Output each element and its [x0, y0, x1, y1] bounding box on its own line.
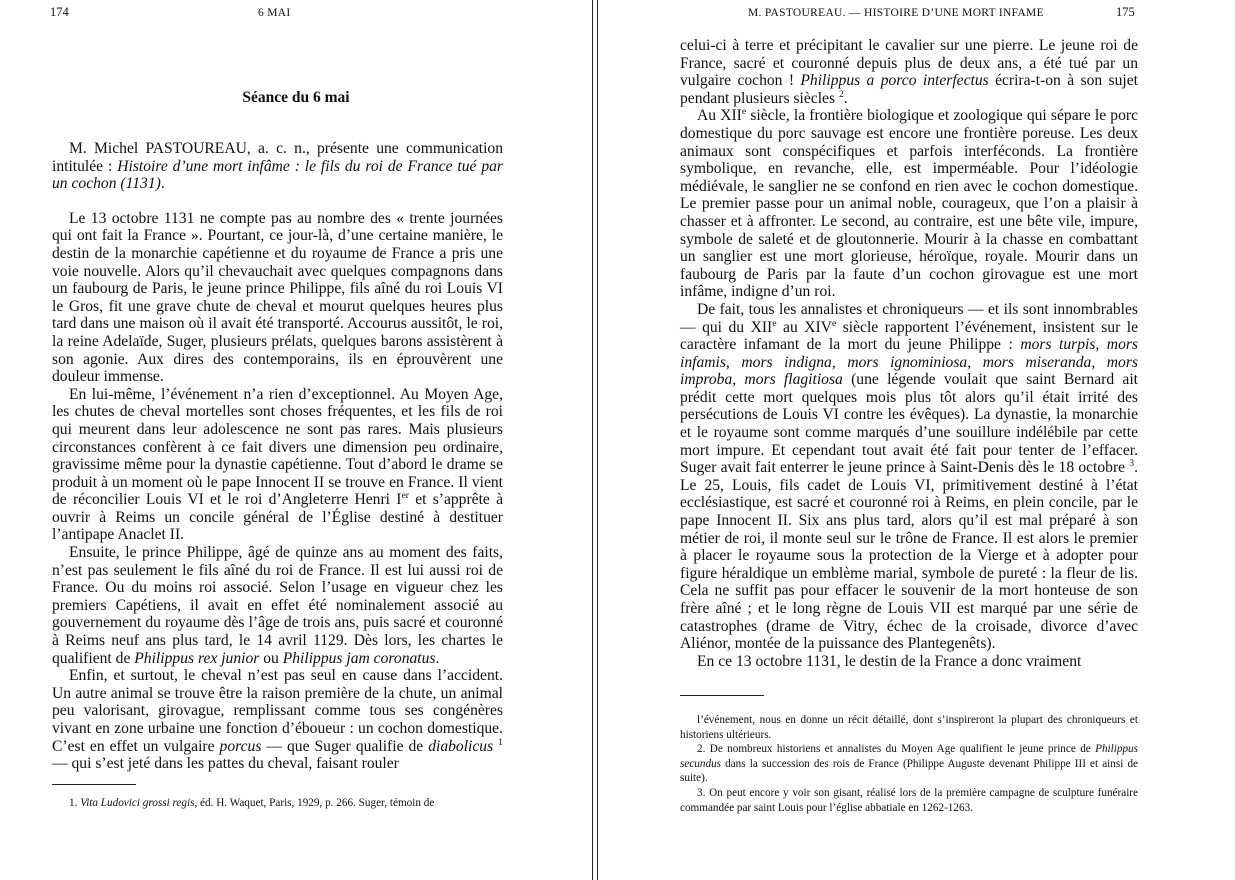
left-page: [0, 0, 592, 880]
paragraph: Le 13 octobre 1131 ne compte pas au nombre des « trente journées qui ont fait la France ». Pourtant, ce jour-là, d’une certaine manière, le destin de la monarchie capétienne et du royaume de France a pris une voie nouvelle. Alors qu’il chevauchait avec quelques compagnons dans un faubourg de Paris, le jeune prince Philippe, fils aîné du roi Louis VI le Gros, fit une grave chute de cheval et mourut quelques heures plus tard dans une maison où il avait été transporté. Accourus aussitôt, le roi, la reine Adelaïde, Suger, plusieurs prélats, quelques barons assistèrent à son agonie. Aux dires des contemporains, ils en éprouvèrent une douleur immense.: [52, 209, 503, 386]
page-gutter-line: [592, 0, 593, 880]
paragraph: De fait, tous les annalistes et chroniqueurs — et ils sont innombrables — qui du XIIe au XIVe siècle rapportent l’événement, insistent sur le caractère infamant de la mort du jeune Philippe : mors turpis, mors infamis, mors indigna, mors ignominiosa, mors miseranda, mors improba, mors flagitiosa (une légende voulait que saint Bernard ait prédit cette mort quelques mois plus tôt alors qu’il était irrité des persécutions de Louis VI contre les évêques). La dynastie, la monarchie et le royaume sont comme marqués d’une souillure indélébile par cette mort impure. Et cependant tout avait été fait pour tenter de l’effacer. Suger avait fait enterrer le jeune prince à Saint-Denis dès le 18 octobre $^3$. Le 25, Louis, fils cadet de Louis VI, primitivement destiné à l’état ecclésiastique, est sacré et couronné roi à Reims, en plein concile, par le pape Innocent II. Six ans plus tard, alors qu’il est mal préparé à son métier de roi, il monte seul sur le trône de France. Il est alors le premier à placer le royaume sous la protection de la Vierge et à adopter pour figure héraldique un emblème marial, symbole de pureté : la fleur de lis. Cela ne suffit pas pour effacer le souvenir de la mort honteuse de son frère aîné ; et le long règne de Louis VII est marqué par une série de catastrophes (drame de Vitry, échec de la croisade, divorce d’avec Aliénor, montée de la puissance des Plantegenêts).: [680, 300, 1139, 653]
paragraph: En ce 13 octobre 1131, le destin de la France a donc vraiment: [697, 652, 1082, 670]
footnote: 3. On peut encore y voir son gisant, réalisé lors de la première campagne de sculpture funéraire commandée par saint Louis pour l’église abbatiale en 1262-1263.: [680, 786, 1138, 814]
body-text: [52, 140, 503, 773]
paragraph: Au XIIe siècle, la frontière biologique et zoologique qui sépare le porc domestique du porc sauvage est encore une frontière poreuse. Les deux animaux sont conspécifiques et parfois interféconds. La frontière symbolique, en revanche, elle, est imperméable. Pour l’idéologie médiévale, le sanglier ne se confond en rien avec le cochon domestique. Le premier passe pour un animal noble, courageux, que l’on a plaisir à chasser et à affronter. Le second, au contraire, est une bête vile, impure, symbole de saleté et de gloutonnerie. Mourir à la chasse en combattant un sanglier est une mort glorieuse, héroïque, royale. Mourir dans un faubourg de Paris par la faute d’un cochon girovague est une mort infâme, indigne d’un roi.: [680, 106, 1138, 301]
footnote-separator: [680, 695, 764, 696]
paragraph: Ensuite, le prince Philippe, âgé de quinze ans au moment des faits, n’est pas seulement le fils aîné du roi de France. Il est lui aussi roi de France. Ou du moins roi associé. Selon l’usage en vigueur chez les premiers Capétiens, il avait en effet été nominalement associé au gouvernement du royaume dès l’âge de trois ans, puis sacré et couronné à Reims neuf ans plus tard, le 14 avril 1129. Dès lors, les chartes le qualifient de Philippus rex junior ou Philippus jam coronatus.: [52, 544, 503, 667]
footnotes: [680, 713, 1138, 815]
footnote: l’événement, nous en donne un récit détaillé, dont s’inspireront la plupart des chroniqueurs et historiens ultérieurs.: [680, 714, 1138, 741]
section-title: Séance du 6 mai: [242, 89, 350, 106]
paragraph: En lui-même, l’événement n’a rien d’exceptionnel. Au Moyen Age, les chutes de cheval mortelles sont choses fréquentes, et les fils de roi qui meurent dans leur adolescence ne sont pas rares. Mais plusieurs circonstances confèrent à ce fait divers une dimension peu ordinaire, gravissime même pour la dynastie capétienne. Tout d’abord le drame se produit à un moment où le pape Innocent II se trouve en France. Il vient de réconcilier Louis VI et le roi d’Angleterre Henri Ier et s’apprête à ouvrir à Reims un concile général de l’Église destiné à destituer l’antipape Anaclet II.: [52, 385, 503, 544]
footnote-separator: [52, 784, 136, 785]
page-number: 174: [50, 5, 69, 19]
footnote: 2. De nombreux historiens et annalistes du Moyen Age qualifient le jeune prince de Philippus secundus dans la succession des rois de France (Philippe Auguste devenant Philippe III et ainsi de suite).: [680, 743, 1138, 785]
body-text: [680, 37, 1138, 670]
running-head: 6 MAI: [258, 7, 291, 19]
paragraph: celui-ci à terre et précipitant le cavalier sur une pierre. Le jeune roi de France, sacré et couronné depuis plus de deux ans, a été tué par un vulgaire cochon ! Philippus a porco interfectus écrira-t-on à son sujet pendant plusieurs siècles $^2$.: [680, 37, 1138, 107]
footnotes: [52, 796, 503, 811]
page-number: 175: [1116, 5, 1135, 19]
footnote: 1. Vita Ludovici grossi regis, éd. H. Waquet, Paris, 1929, p. 266. Suger, témoin de: [69, 797, 435, 809]
running-head: M. PASTOUREAU. — HISTOIRE D’UNE MORT INFAME: [748, 7, 1044, 19]
paragraph: M. Michel PASTOUREAU, a. c. n., présente une communication intitulée : Histoire d’une mort infâme : le fils du roi de France tué par un cochon (1131).: [52, 140, 503, 193]
right-page: [598, 0, 1235, 880]
paragraph: Enfin, et surtout, le cheval n’est pas seul en cause dans l’accident. Un autre animal se trouve être la raison première de la chute, un animal peu valorisant, girovague, remplissant comme tous ses congénères vivant en zone urbaine une fonction d’éboueur : un cochon domestique. C’est en effet un vulgaire porcus — que Suger qualifie de diabolicus $^1$ — qui s’est jeté dans les pattes du cheval, faisant rouler: [52, 667, 503, 773]
